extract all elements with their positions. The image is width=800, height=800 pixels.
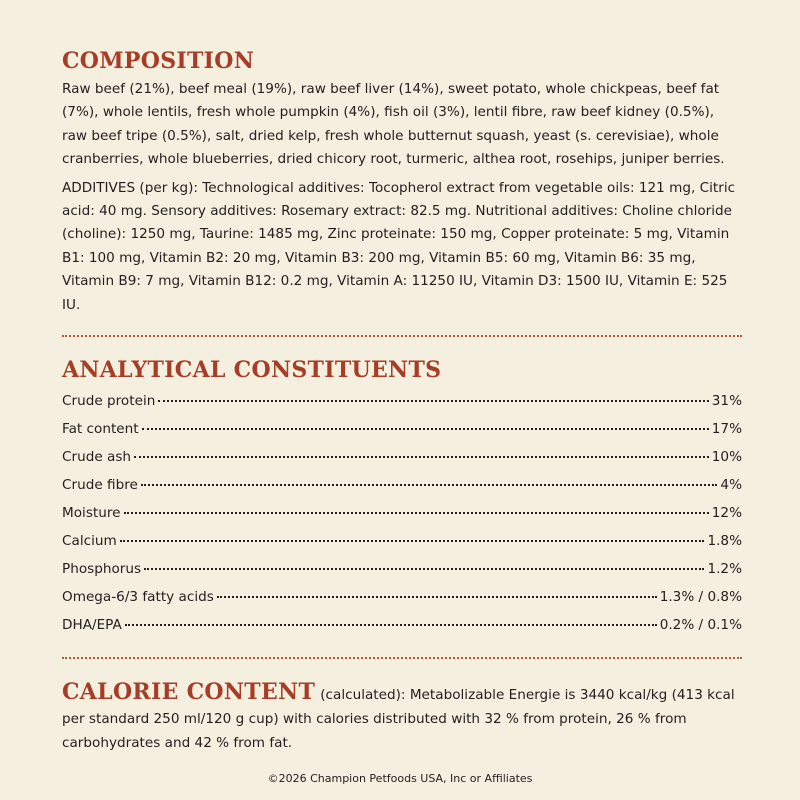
calorie-heading: CALORIE CONTENT (62, 679, 316, 706)
analytical-section (62, 355, 742, 639)
analytical-heading: ANALYTICAL CONSTITUENTS (62, 357, 442, 384)
dot-leader (144, 568, 704, 570)
constituent-value: 0.2% / 0.1% (659, 617, 742, 634)
constituent-label: Crude fibre (62, 477, 138, 494)
constituent-row (62, 611, 742, 639)
constituent-row (62, 527, 742, 555)
dot-leader (158, 400, 708, 402)
nutrition-panel (62, 46, 742, 755)
dot-leader (141, 484, 718, 486)
calorie-section (62, 677, 742, 755)
constituent-value: 4% (720, 477, 742, 494)
constituent-value: 31% (711, 393, 742, 410)
dot-leader (142, 428, 709, 430)
dot-leader (125, 624, 657, 626)
constituent-row (62, 415, 742, 443)
dot-leader (217, 596, 657, 598)
copyright-footer: ©2026 Champion Petfoods USA, Inc or Affiliates (267, 772, 533, 785)
constituent-value: 1.2% (707, 561, 742, 578)
dot-leader (120, 540, 705, 542)
calorie-text: (calculated): Metabolizable Energie is 3440 kcal/kg (413 kcal per standard 250 ml/120 g cup) with calories distributed with 32 % from protein, 26 % from carbohydrates and 42 % from fat. (62, 687, 735, 752)
constituent-value: 1.3% / 0.8% (659, 589, 742, 606)
constituent-value: 10% (711, 449, 742, 466)
constituent-label: Omega-6/3 fatty acids (62, 589, 214, 606)
composition-heading: COMPOSITION (62, 48, 255, 74)
constituent-label: Crude ash (62, 449, 132, 466)
constituent-value: 17% (711, 421, 742, 438)
composition-section (62, 46, 742, 317)
constituent-row (62, 583, 742, 611)
dot-leader (124, 512, 709, 514)
constituent-row (62, 471, 742, 499)
constituent-value: 12% (711, 505, 742, 522)
section-divider (62, 657, 742, 659)
constituent-row (62, 555, 742, 583)
ingredients-text: Raw beef (21%), beef meal (19%), raw beef liver (14%), sweet potato, whole chickpeas, beef fat (7%), whole lentils, fresh whole pumpkin (4%), fish oil (3%), lentil fibre, raw beef kidney (0.5%), raw beef tripe (0.5%), salt, dried kelp, fresh whole butternut squash, yeast (s. cerevisiae), whole cranberries, whole blueberries, dried chicory root, turmeric, althea root, rosehips, juniper berries. (62, 81, 725, 168)
dot-leader (134, 456, 709, 458)
constituent-row (62, 499, 742, 527)
constituent-label: Crude protein (62, 393, 156, 410)
constituents-list (62, 387, 742, 639)
constituent-label: Calcium (62, 533, 117, 550)
constituent-label: Moisture (62, 505, 121, 522)
constituent-label: DHA/EPA (62, 617, 122, 634)
constituent-value: 1.8% (707, 533, 742, 550)
constituent-label: Fat content (62, 421, 139, 438)
additives-text: ADDITIVES (per kg): Technological additives: Tocopherol extract from vegetable oils: 121 mg, Citric acid: 40 mg. Sensory additives: Rosemary extract: 82.5 mg. Nutritional additives: Choline chloride (choline): 1250 mg, Taurine: 1485 mg, Zinc proteinate: 150 mg, Copper proteinate: 5 mg, Vitamin B1: 100 mg, Vitamin B2: 20 mg, Vitamin B3: 200 mg, Vitamin B5: 60 mg, Vitamin B6: 35 mg, Vitamin B9: 7 mg, Vitamin B12: 0.2 mg, Vitamin A: 11250 IU, Vitamin D3: 1500 IU, Vitamin E: 525 IU. (62, 179, 736, 313)
constituent-row (62, 443, 742, 471)
section-divider (62, 335, 742, 337)
constituent-label: Phosphorus (62, 561, 142, 578)
constituent-row (62, 387, 742, 415)
